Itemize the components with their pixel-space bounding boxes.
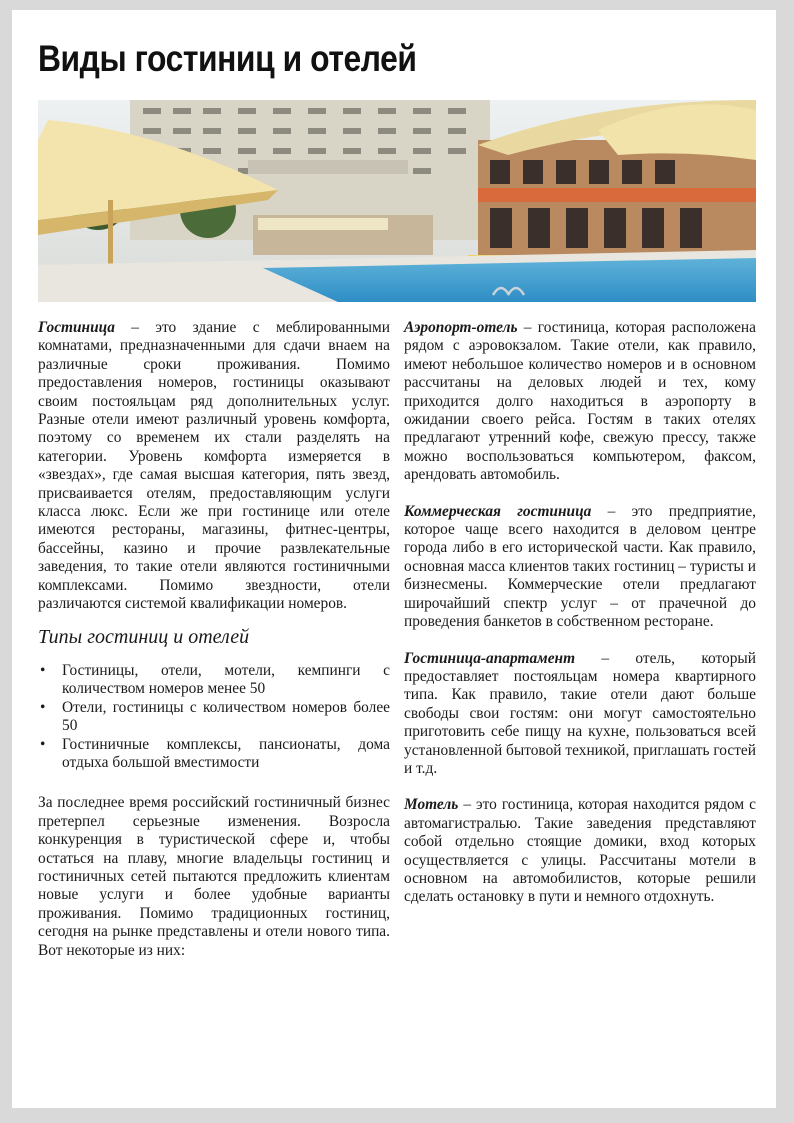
apartment-hotel-term: Гостиница-апартамент [404, 649, 576, 667]
apartment-hotel-paragraph [404, 650, 756, 779]
types-list [38, 662, 390, 772]
hotel-pool-photo [38, 100, 756, 302]
document-page [12, 10, 776, 1108]
commercial-hotel-paragraph [404, 503, 756, 632]
airport-hotel-term: Аэропорт-отель [404, 319, 518, 336]
motel-term: Мотель [404, 796, 459, 814]
page-title: Виды гостиниц и отелей [38, 38, 417, 79]
airport-hotel-text: – гостиница, которая расположена рядом с аэровокзалом. Такие отели, как правило, имеют небольшое количество номеров и в основном рассчитаны на деловых людей и тех, кому приходится долго находиться в аэропорту в ожидании своего рейса. Гостям в таких отелях предлагают утренний кофе, свежую прессу, также можно воспользоваться компьютером, факсом, арендовать автомобиль. [404, 319, 756, 484]
list-item: • Гостиницы, отели, мотели, кемпинги с количеством номеров менее 50 [38, 662, 390, 699]
intro-term: Гостиница [38, 319, 115, 336]
list-item: • Гостиничные комплексы, пансионаты, дома отдыха большой вместимости [38, 736, 390, 773]
types-subheading: Типы гостиниц и отелей [38, 625, 250, 648]
commercial-hotel-term: Коммерческая гостиница [404, 502, 592, 520]
motel-text: – это гостиница, которая находится рядом с автомагистралью. Такие заведения представляют собой отдельно стоящие домики, вход которых осуществляется с улицы. Рассчитаны мотели в основном на автомобилистов, которые решили сделать остановку в пути и немного отдохнуть. [404, 796, 756, 906]
commercial-hotel-text: – это предприятие, которое чаще всего находится в деловом центре города либо в его исторической части. Как правило, основная масса клиентов таких гостиниц – туристы и бизнесмены. Коммерческие отели предлагают широчайший спектр услуг – от прачечной до проведения банкетов в собственном ресторане. [404, 502, 756, 631]
right-column [404, 319, 756, 907]
motel-paragraph [404, 796, 756, 906]
left-column [38, 319, 390, 960]
intro-paragraph [38, 319, 390, 614]
apartment-hotel-text: – отель, который предоставляет постояльцам номера квартирного типа. Как правило, такие отели дают больше свободы свои гостям: они могут самостоятельно приготовить себе пищу на кухне, пользоваться всей установленной бытовой техникой, приглашать гостей и т.д. [404, 649, 756, 777]
airport-hotel-paragraph [404, 319, 756, 485]
closing-paragraph: За последнее время российский гостиничный бизнес претерпел серьезные изменения. Возросла конкуренция в туристической сфере и, чтобы остаться на плаву, многие владельцы гостиниц и гостиничных сетей пытаются предложить клиентам новые услуги и более удобные варианты проживания. Помимо традиционных гостиниц, сегодня на рынке представлены и отели нового типа. Вот некоторые из них: [38, 794, 390, 959]
list-item: • Отели, гостиницы с количеством номеров более 50 [38, 699, 390, 736]
intro-text: – это здание с меблированными комнатами, предназначенными для сдачи внаем на различные сроки проживания. Помимо предоставления номеров, гостиницы оказывают своим постояльцам ряд дополнительных услуг. Разные отели имеют различный уровень комфорта, поэтому со временем их стали разделять на категории. Уровень комфорта измеряется в «звездах», где самая высшая категория, пять звезд, присваивается отелям, предоставляющим услуги класса люкс. Если же при гостинице или отеле имеются рестораны, магазины, фитнес-центры, бассейны, казино и прочие развлекательные заведения, то такие отели являются гостиничными комплексами. Помимо звездности, отели различаются системой квалификации номеров. [38, 319, 390, 613]
